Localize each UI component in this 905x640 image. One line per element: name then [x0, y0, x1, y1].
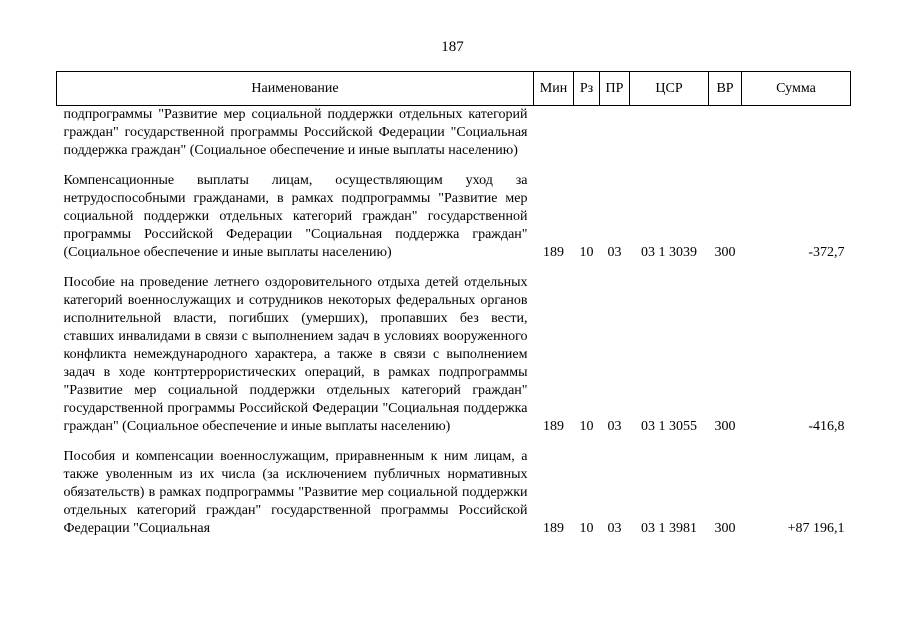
row-csr: 03 1 3039	[641, 245, 697, 260]
header-sum: Сумма	[742, 72, 851, 106]
row-pr	[600, 106, 630, 161]
table-row	[57, 106, 851, 161]
row-vr: 300	[714, 521, 736, 536]
table-row	[57, 274, 851, 436]
row-min: 189	[543, 419, 564, 434]
header-csr: ЦСР	[630, 72, 709, 106]
row-sum: -372,7	[808, 245, 845, 260]
row-sum: +87 196,1	[787, 521, 845, 536]
row-name: Компенсационные выплаты лицам, осуществляющим уход за нетрудоспособными гражданами, в рамках подпрограммы "Развитие мер социальной поддержки отдельных категорий граждан" государственной программы Российской Федерации "Социальная поддержка граждан" (Социальное обеспечение и иные выплаты населению)	[63, 173, 528, 260]
row-pr: 03	[607, 245, 622, 260]
row-vr: 300	[714, 419, 736, 434]
spacer-cell	[57, 262, 851, 274]
header-pr: ПР	[600, 72, 630, 106]
row-rz: 10	[579, 419, 594, 434]
row-csr	[630, 106, 709, 161]
row-vr: 300	[714, 245, 736, 260]
row-csr: 03 1 3055	[641, 419, 697, 434]
row-rz	[574, 106, 600, 161]
row-spacer	[57, 262, 851, 274]
table-row	[57, 448, 851, 538]
header-vr: ВР	[709, 72, 742, 106]
row-min: 189	[543, 245, 564, 260]
row-rz: 10	[579, 521, 594, 536]
row-spacer	[57, 160, 851, 172]
row-pr: 03	[607, 419, 622, 434]
header-name: Наименование	[57, 72, 534, 106]
budget-table	[56, 71, 851, 538]
row-spacer	[57, 436, 851, 448]
row-sum: -416,8	[808, 419, 845, 434]
table-row	[57, 172, 851, 262]
row-csr: 03 1 3981	[641, 521, 697, 536]
spacer-cell	[57, 160, 851, 172]
page-number: 187	[441, 39, 464, 55]
header-rz: Рз	[574, 72, 600, 106]
row-name: подпрограммы "Развитие мер социальной поддержки отдельных категорий граждан" государственной программы Российской Федерации "Социальная поддержка граждан" (Социальное обеспечение и иные выплаты населению)	[63, 107, 528, 158]
row-pr: 03	[607, 521, 622, 536]
row-vr	[709, 106, 742, 161]
row-sum	[742, 106, 851, 161]
row-name: Пособие на проведение летнего оздоровительного отдыха детей отдельных категорий военнослужащих и сотрудников некоторых федеральных органов исполнительной власти, погибших (умерших), пропавших без вести, ставших инвалидами в связи с выполнением задач в условиях вооруженного конфликта немеждународного характера, а также в связи с выполнением задач в ходе контртеррористических операций, в рамках подпрограммы "Развитие мер социальной поддержки отдельных категорий граждан" государственной программы Российской Федерации "Социальная поддержка граждан" (Социальное обеспечение и иные выплаты населению)	[63, 275, 528, 434]
row-min: 189	[543, 521, 564, 536]
row-min	[534, 106, 574, 161]
table-header-row	[57, 72, 851, 106]
row-name: Пособия и компенсации военнослужащим, приравненным к ним лицам, а также уволенным из их числа (за исключением публичных нормативных обязательств) в рамках подпрограммы "Развитие мер социальной поддержки отдельных категорий граждан" государственной программы Российской Федерации "Социальная	[63, 449, 528, 536]
header-min: Мин	[534, 72, 574, 106]
spacer-cell	[57, 436, 851, 448]
row-rz: 10	[579, 245, 594, 260]
